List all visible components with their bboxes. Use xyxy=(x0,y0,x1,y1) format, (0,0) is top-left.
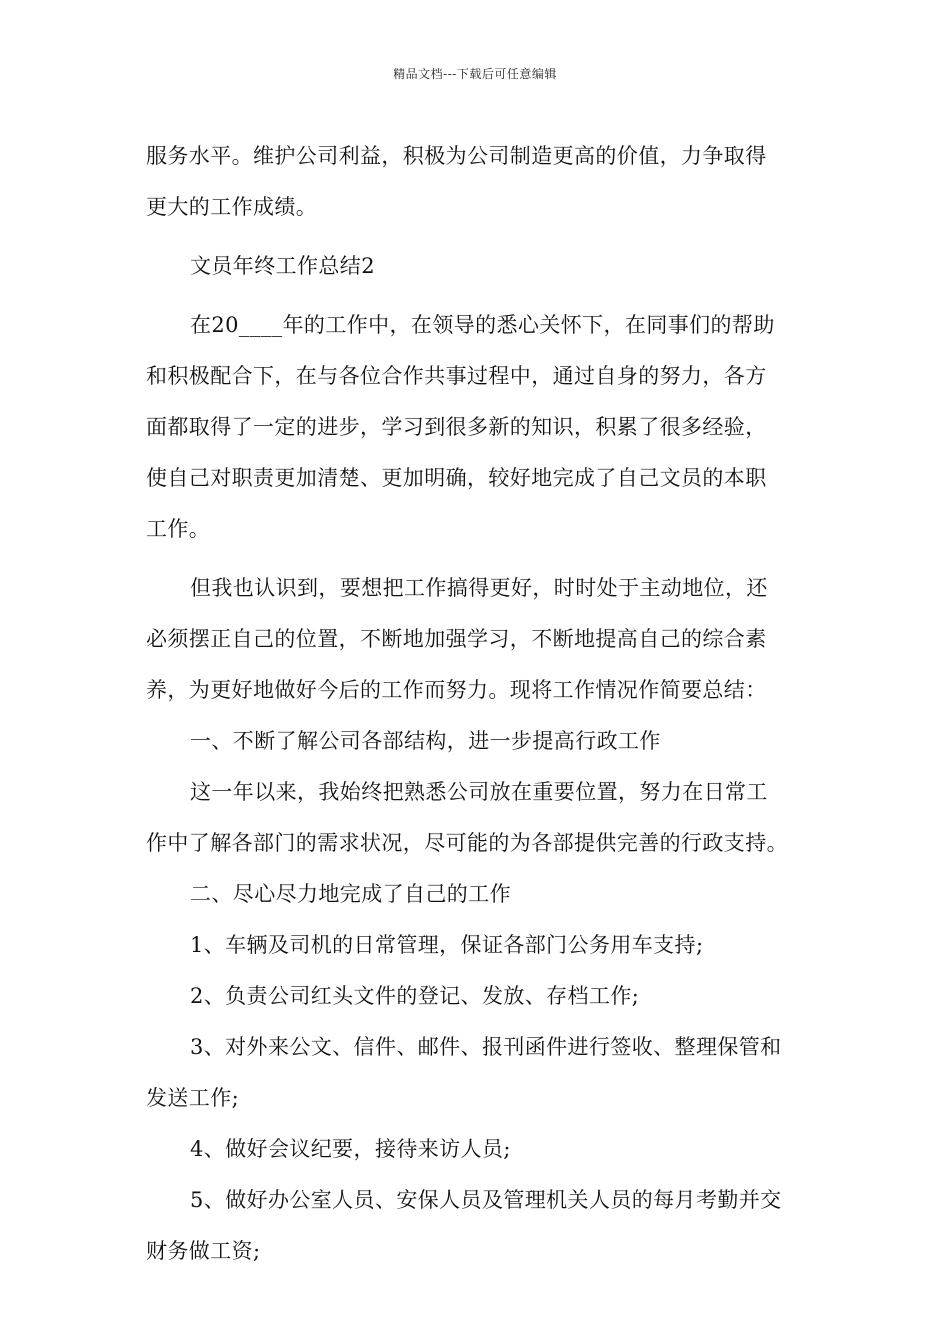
paragraph-line: 发送工作; xyxy=(146,1086,240,1110)
paragraph-line: 5、做好办公室人员、安保人员及管理机关人员的每月考勤并交 xyxy=(190,1188,782,1212)
paragraph-line: 面都取得了一定的进步，学习到很多新的知识，积累了很多经验， xyxy=(146,415,767,439)
list-item-3 xyxy=(146,1022,808,1124)
paragraph-familiarity xyxy=(146,767,808,869)
heading-two xyxy=(146,869,808,920)
heading-one xyxy=(146,716,808,767)
paragraph-line: 养，为更好地做好今后的工作而努力。现将工作情况作简要总结： xyxy=(146,678,767,702)
paragraph-line: 财务做工资; xyxy=(146,1239,261,1263)
list-item-4 xyxy=(146,1124,808,1175)
paragraph-service-level xyxy=(146,131,808,233)
section-title xyxy=(146,241,808,292)
paragraph-line: 和积极配合下，在与各位合作共事过程中，通过自身的努力，各方 xyxy=(146,364,767,388)
paragraph-line: 服务水平。维护公司利益，积极为公司制造更高的价值，力争取得 xyxy=(146,144,767,168)
paragraph-line: 使自己对职责更加清楚、更加明确，较好地完成了自己文员的本职 xyxy=(146,466,767,490)
paragraph-line: 但我也认识到，要想把工作搞得更好，时时处于主动地位，还 xyxy=(190,576,768,600)
paragraph-line: 1、车辆及司机的日常管理，保证各部门公务用车支持; xyxy=(190,933,704,957)
list-item-2 xyxy=(146,971,808,1022)
paragraph-line: 必须摆正自己的位置，不断地加强学习，不断地提高自己的综合素 xyxy=(146,627,767,651)
paragraph-line: 3、对外来公文、信件、邮件、报刊函件进行签收、整理保管和 xyxy=(190,1035,782,1059)
paragraph-line: 二、尽心尽力地完成了自己的工作 xyxy=(190,882,511,906)
paragraph-line: 更大的工作成绩。 xyxy=(146,195,318,219)
paragraph-awareness xyxy=(146,563,808,716)
paragraph-line: 4、做好会议纪要，接待来访人员; xyxy=(190,1137,511,1161)
paragraph-intro xyxy=(146,300,808,555)
paragraph-line: 一、不断了解公司各部结构，进一步提高行政工作 xyxy=(190,729,661,753)
paragraph-line: 作中了解各部门的需求状况，尽可能的为各部提供完善的行政支持。 xyxy=(146,831,788,855)
page-header: 精品文档---下载后可任意编辑 xyxy=(393,67,557,81)
list-item-1 xyxy=(146,920,808,971)
paragraph-line: 在20____年的工作中，在领导的悉心关怀下，在同事们的帮助 xyxy=(190,313,775,337)
paragraph-line: 2、负责公司红头文件的登记、发放、存档工作; xyxy=(190,984,640,1008)
paragraph-line: 这一年以来，我始终把熟悉公司放在重要位置，努力在日常工 xyxy=(190,780,768,804)
paragraph-line: 工作。 xyxy=(146,517,211,541)
list-item-5 xyxy=(146,1175,808,1277)
document-body xyxy=(146,131,808,1277)
paragraph-line: 文员年终工作总结2 xyxy=(190,254,375,278)
